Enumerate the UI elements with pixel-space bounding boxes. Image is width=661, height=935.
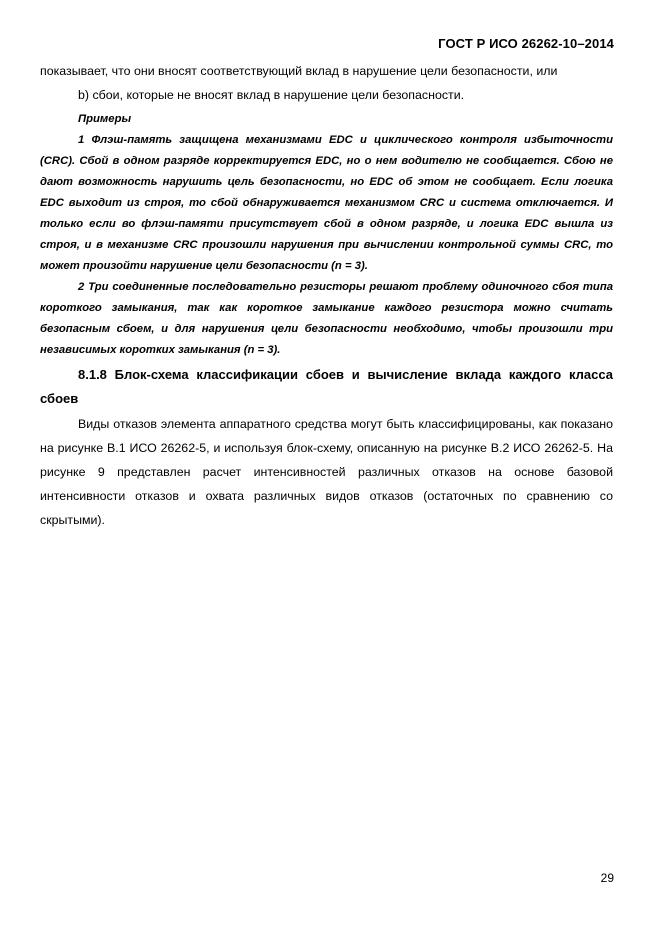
examples-heading: Примеры xyxy=(78,113,132,125)
page-number: 29 xyxy=(600,871,614,885)
example-1: 1 Флэш-память защищена механизмами EDC и циклического контроля избыточности (CRC). Сбой в одном разряде корректируется EDC, но о нем водителю не сообщается. Сбою не дают возможность нарушить цель безопасности, но EDC об этом не сообщает. Если логика EDC выходит из строя, то сбой обнаруживается механизмом CRC и система отключается. И только если во флэш-памяти присутствует сбой в одном разряде, и логика EDC вышла из строя, и в механизме CRC произошли нарушения при вычислении контрольной суммы CRC, то может произойти нарушение цели безопасности (n = 3). xyxy=(40,134,613,272)
document-header: ГОСТ Р ИСО 26262-10–2014 xyxy=(438,36,614,51)
page-content xyxy=(40,60,613,532)
section-heading: 8.1.8 Блок-схема классификации сбоев и вычисление вклада каждого класса сбоев xyxy=(40,367,613,406)
example-2: 2 Три соединенные последовательно резисторы решают проблему одиночного сбоя типа короткого замыкания, так как короткое замыкание каждого резистора можно считать безопасным сбоем, и для нарушения цели безопасности необходимо, чтобы произошли три независимых коротких замыкания (n = 3). xyxy=(40,281,613,356)
paragraph-continuation: показывает, что они вносят соответствующий вклад в нарушение цели безопасности, или xyxy=(40,64,558,78)
list-item-b: b) сбои, которые не вносят вклад в нарушение цели безопасности. xyxy=(78,87,465,102)
body-paragraph: Виды отказов элемента аппаратного средства могут быть классифицированы, как показано на рисунке B.1 ИСО 26262-5, и используя блок-схему, описанную на рисунке B.2 ИСО 26262-5. На рисунке 9 представлен расчет интенсивностей различных отказов на основе базовой интенсивности отказов и охвата различных видов отказов (остаточных по сравнению со скрытыми). xyxy=(40,417,613,527)
